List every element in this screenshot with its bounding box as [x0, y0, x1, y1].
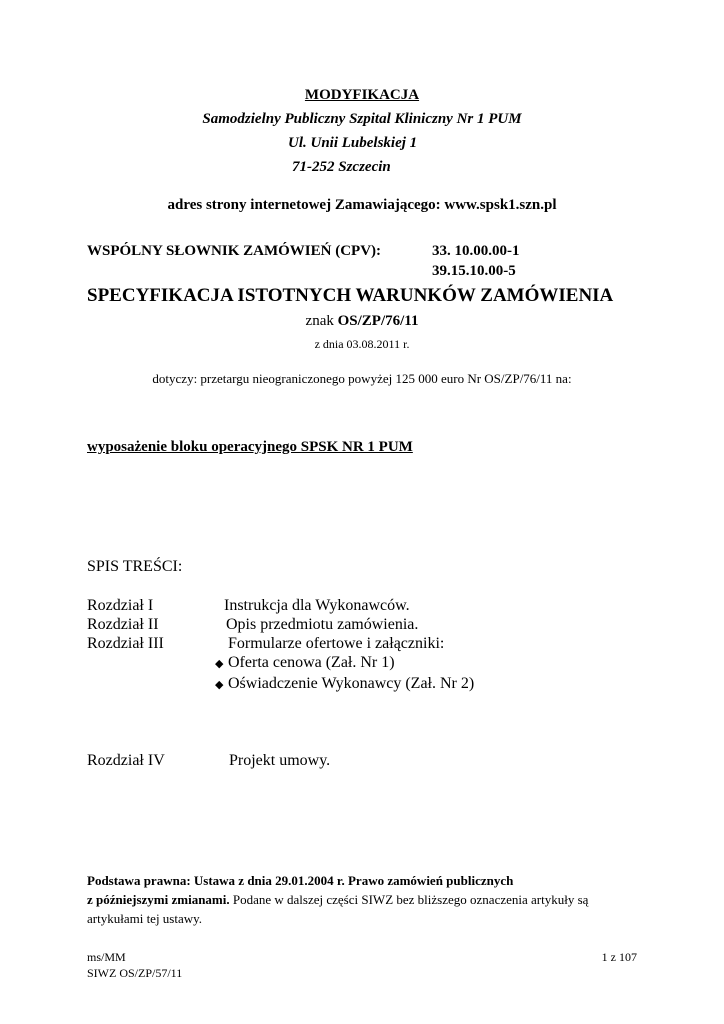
reference-sign-value: OS/ZP/76/11 — [337, 313, 419, 329]
reference-sign — [0, 313, 724, 330]
toc-heading: SPIS TREŚCI: — [87, 558, 183, 575]
specification-title: SPECYFIKACJA ISTOTNYCH WARUNKÓW ZAMÓWIENIA — [87, 285, 614, 306]
toc-attachment-text: Oświadczenie Wykonawcy (Zał. Nr 2) — [228, 675, 475, 692]
legal-basis-paragraph — [87, 871, 647, 928]
toc-chapter-title: Projekt umowy. — [229, 752, 331, 769]
legal-basis-note: Podane w dalszej części SIWZ bez bliższego oznaczenia artykuły są artykułami tej ustawy. — [87, 892, 589, 926]
website-line: adres strony internetowej Zamawiającego: www.spsk1.szn.pl — [167, 197, 557, 213]
toc-chapter-label: Rozdział IV — [87, 752, 165, 769]
institution-name: Samodzielny Publiczny Szpital Kliniczny Nr 1 PUM — [202, 111, 522, 127]
diamond-bullet-icon: ◆ — [215, 679, 224, 691]
toc-attachment-item — [215, 675, 474, 693]
toc-attachment-text: Oferta cenowa (Zał. Nr 1) — [228, 654, 395, 671]
document-date: z dnia 03.08.2011 r. — [314, 337, 410, 351]
toc-chapter-label: Rozdział II — [87, 616, 159, 633]
toc-chapter-title: Instrukcja dla Wykonawców. — [224, 597, 410, 614]
toc-chapter-title: Opis przedmiotu zamówienia. — [226, 616, 419, 633]
order-subject: wyposażenie bloku operacyjnego SPSK NR 1 PUM — [87, 439, 413, 455]
tender-concerns-line: dotyczy: przetargu nieograniczonego powyżej 125 000 euro Nr OS/ZP/76/11 na: — [152, 371, 572, 386]
cpv-code-1: 33. 10.00.00-1 — [432, 243, 520, 259]
institution-city: 71-252 Szczecin — [292, 159, 391, 175]
institution-street: Ul. Unii Lubelskiej 1 — [288, 135, 418, 151]
reference-sign-prefix: znak — [305, 313, 338, 329]
legal-basis-bold: Podstawa prawna: Ustawa z dnia 29.01.2004 r. Prawo zamówień publicznych — [87, 873, 514, 888]
toc-chapter-label: Rozdział III — [87, 635, 164, 652]
toc-chapter-label: Rozdział I — [87, 597, 154, 614]
cpv-code-2: 39.15.10.00-5 — [432, 263, 516, 279]
legal-basis-amendments: z późniejszymi zmianami. — [87, 892, 230, 907]
modification-title: MODYFIKACJA — [304, 87, 420, 103]
toc-attachment-item — [215, 654, 395, 672]
footer-initials: ms/MM — [87, 950, 126, 964]
footer-document-reference: SIWZ OS/ZP/57/11 — [87, 966, 183, 980]
cpv-label: WSPÓLNY SŁOWNIK ZAMÓWIEŃ (CPV): — [87, 243, 382, 259]
footer-page-number: 1 z 107 — [601, 950, 637, 964]
diamond-bullet-icon: ◆ — [215, 658, 224, 670]
toc-chapter-title: Formularze ofertowe i załączniki: — [228, 635, 445, 652]
